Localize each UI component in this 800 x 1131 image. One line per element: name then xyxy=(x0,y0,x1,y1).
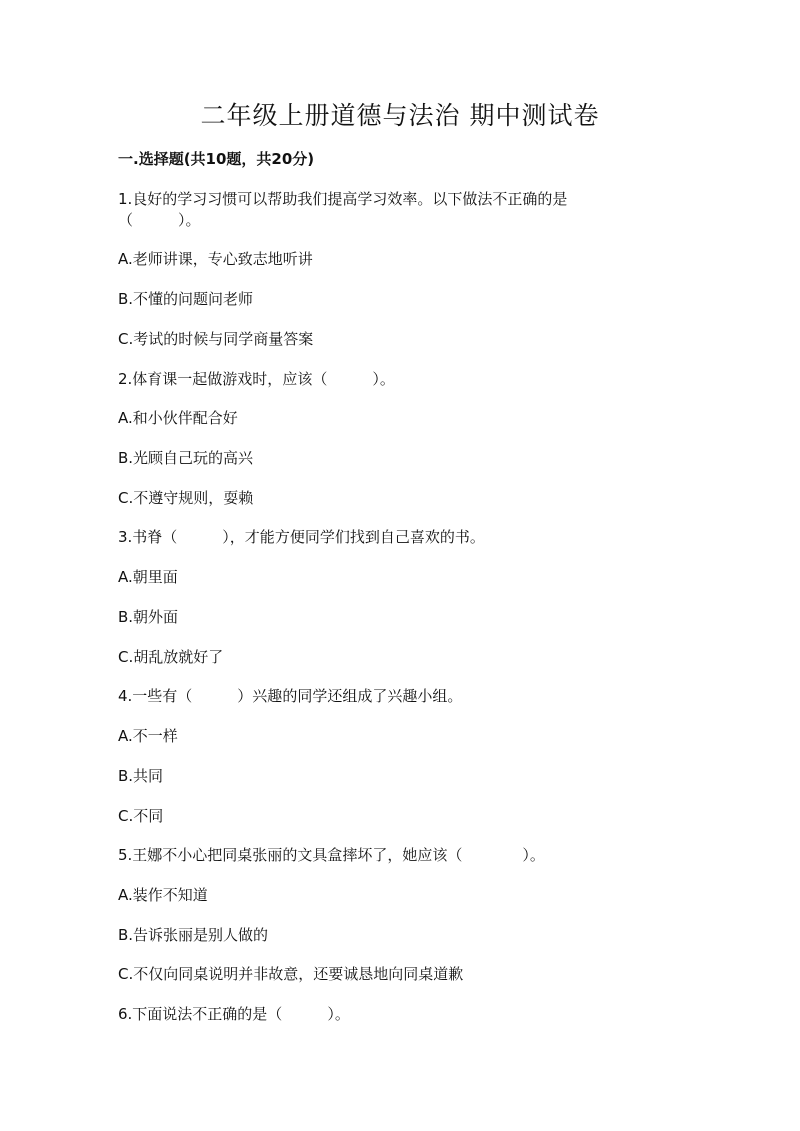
question-4-option-b: B.共同 xyxy=(118,767,164,785)
question-5-option-a: A.装作不知道 xyxy=(118,886,208,904)
question-1-stem-continued: （ ）。 xyxy=(118,211,201,229)
question-5-option-b: B.告诉张丽是别人做的 xyxy=(118,926,269,944)
question-3-option-c: C.胡乱放就好了 xyxy=(118,648,224,666)
question-1-stem: 1.良好的学习习惯可以帮助我们提高学习效率。以下做法不正确的是 xyxy=(118,190,568,208)
page-title: 二年级上册道德与法治 期中测试卷 xyxy=(200,101,600,130)
question-2-stem: 2.体育课一起做游戏时，应该（ ）。 xyxy=(118,370,395,388)
question-6-stem: 6.下面说法不正确的是（ ）。 xyxy=(118,1005,350,1023)
question-2-option-a: A.和小伙伴配合好 xyxy=(118,409,238,427)
question-4-option-a: A.不一样 xyxy=(118,727,178,745)
question-3-stem: 3.书脊（ ），才能方便同学们找到自己喜欢的书。 xyxy=(118,528,485,546)
question-1-option-c: C.考试的时候与同学商量答案 xyxy=(118,330,314,348)
question-1-option-a: A.老师讲课，专心致志地听讲 xyxy=(118,250,313,268)
question-2-option-c: C.不遵守规则，耍赖 xyxy=(118,489,254,507)
question-5-stem: 5.王娜不小心把同桌张丽的文具盒摔坏了，她应该（ ）。 xyxy=(118,846,545,864)
question-3-option-a: A.朝里面 xyxy=(118,568,178,586)
section-heading: 一.选择题(共10题，共20分) xyxy=(118,150,315,168)
question-5-option-c: C.不仅向同桌说明并非故意，还要诚恳地向同桌道歉 xyxy=(118,965,464,983)
question-3-option-b: B.朝外面 xyxy=(118,608,179,626)
question-1-option-b: B.不懂的问题问老师 xyxy=(118,290,254,308)
question-4-stem: 4.一些有（ ）兴趣的同学还组成了兴趣小组。 xyxy=(118,687,463,705)
question-4-option-c: C.不同 xyxy=(118,807,164,825)
question-2-option-b: B.光顾自己玩的高兴 xyxy=(118,449,254,467)
